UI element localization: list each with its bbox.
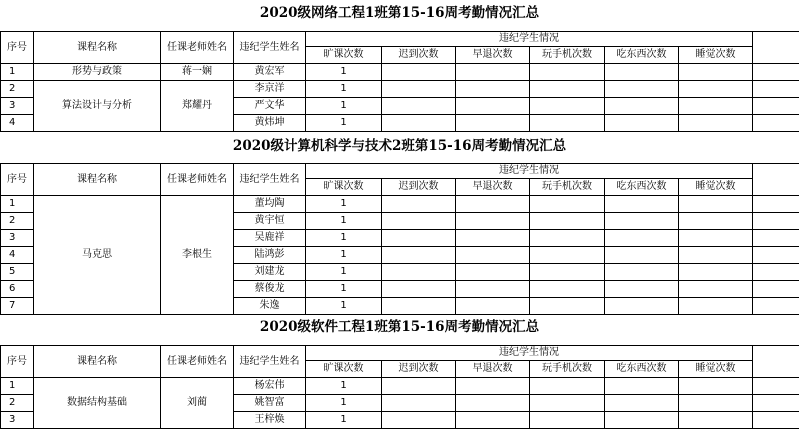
course-name: 数据结构基础 (34, 378, 161, 429)
student-name: 陆鸿彭 (234, 247, 306, 264)
count-early (456, 213, 530, 230)
count-sleep (679, 64, 753, 81)
count-late (382, 64, 456, 81)
student-name: 严文华 (234, 98, 306, 115)
count-early (456, 115, 530, 132)
count-early (456, 378, 530, 395)
header-late: 迟到次数 (382, 361, 456, 378)
count-eating (605, 115, 679, 132)
count-early (456, 395, 530, 412)
count-eating (605, 412, 679, 429)
count-absent: 1 (306, 395, 382, 412)
table-row (1, 64, 799, 81)
count-sleep (679, 213, 753, 230)
student-name: 李京洋 (234, 81, 306, 98)
header-violation-group: 违纪学生情况 (306, 32, 753, 47)
table-header-row (1, 164, 799, 179)
table-row (1, 378, 799, 395)
count-late (382, 196, 456, 213)
header-teacher: 任课老师姓名 (161, 346, 234, 378)
count-phone (530, 213, 605, 230)
student-name: 杨宏伟 (234, 378, 306, 395)
header-early: 早退次数 (456, 361, 530, 378)
header-phone: 玩手机次数 (530, 47, 605, 64)
header-sleep: 睡觉次数 (679, 361, 753, 378)
header-teacher: 任课老师姓名 (161, 32, 234, 64)
count-early (456, 264, 530, 281)
count-eating (605, 98, 679, 115)
count-phone (530, 115, 605, 132)
header-blank (753, 32, 799, 64)
row-blank (753, 264, 799, 281)
count-late (382, 412, 456, 429)
header-absent: 旷课次数 (306, 47, 382, 64)
section-title: 2020级计算机科学与技术2班第15-16周考勤情况汇总 (232, 138, 567, 154)
header-index: 序号 (1, 346, 34, 378)
count-eating (605, 81, 679, 98)
course-name: 马克思 (34, 196, 161, 315)
row-blank (753, 395, 799, 412)
count-eating (605, 395, 679, 412)
student-name: 刘建龙 (234, 264, 306, 281)
count-late (382, 247, 456, 264)
count-eating (605, 378, 679, 395)
count-absent: 1 (306, 115, 382, 132)
count-absent: 1 (306, 81, 382, 98)
attendance-table (0, 31, 799, 132)
student-name: 黄宇恒 (234, 213, 306, 230)
count-early (456, 247, 530, 264)
row-index: 6 (1, 281, 34, 298)
row-blank (753, 64, 799, 81)
teacher-name: 郑耀丹 (161, 81, 234, 132)
teacher-name: 刘蔺 (161, 378, 234, 429)
row-blank (753, 98, 799, 115)
count-late (382, 213, 456, 230)
count-eating (605, 64, 679, 81)
student-name: 黄宏军 (234, 64, 306, 81)
count-early (456, 64, 530, 81)
count-late (382, 115, 456, 132)
header-course: 课程名称 (34, 346, 161, 378)
header-eating: 吃东西次数 (605, 361, 679, 378)
row-index: 2 (1, 395, 34, 412)
header-early: 早退次数 (456, 47, 530, 64)
header-sleep: 睡觉次数 (679, 47, 753, 64)
student-name: 吴鹿祥 (234, 230, 306, 247)
count-sleep (679, 98, 753, 115)
attendance-table (0, 163, 799, 315)
count-absent: 1 (306, 298, 382, 315)
count-late (382, 281, 456, 298)
count-early (456, 298, 530, 315)
student-name: 蔡俊龙 (234, 281, 306, 298)
header-student: 违纪学生姓名 (234, 32, 306, 64)
row-index: 3 (1, 412, 34, 429)
course-name: 形势与政策 (34, 64, 161, 81)
count-late (382, 264, 456, 281)
teacher-name: 李根生 (161, 196, 234, 315)
count-early (456, 98, 530, 115)
count-absent: 1 (306, 247, 382, 264)
count-absent: 1 (306, 378, 382, 395)
count-late (382, 81, 456, 98)
count-phone (530, 81, 605, 98)
header-index: 序号 (1, 32, 34, 64)
row-index: 7 (1, 298, 34, 315)
count-absent: 1 (306, 281, 382, 298)
header-late: 迟到次数 (382, 47, 456, 64)
count-sleep (679, 298, 753, 315)
count-sleep (679, 230, 753, 247)
count-early (456, 81, 530, 98)
row-blank (753, 378, 799, 395)
count-eating (605, 264, 679, 281)
count-absent: 1 (306, 64, 382, 81)
header-late: 迟到次数 (382, 179, 456, 196)
header-sleep: 睡觉次数 (679, 179, 753, 196)
count-sleep (679, 81, 753, 98)
header-absent: 旷课次数 (306, 179, 382, 196)
course-name: 算法设计与分析 (34, 81, 161, 132)
table-header-row (1, 32, 799, 47)
row-blank (753, 81, 799, 98)
row-index: 1 (1, 378, 34, 395)
header-early: 早退次数 (456, 179, 530, 196)
row-index: 1 (1, 196, 34, 213)
count-late (382, 378, 456, 395)
count-phone (530, 298, 605, 315)
count-phone (530, 281, 605, 298)
count-sleep (679, 115, 753, 132)
count-phone (530, 247, 605, 264)
section-title: 2020级网络工程1班第15-16周考勤情况汇总 (259, 5, 540, 21)
row-blank (753, 247, 799, 264)
row-index: 3 (1, 230, 34, 247)
header-eating: 吃东西次数 (605, 47, 679, 64)
count-sleep (679, 378, 753, 395)
count-absent: 1 (306, 98, 382, 115)
row-blank (753, 281, 799, 298)
row-index: 2 (1, 81, 34, 98)
table-header-row (1, 346, 799, 361)
student-name: 姚智富 (234, 395, 306, 412)
count-early (456, 196, 530, 213)
row-index: 1 (1, 64, 34, 81)
header-phone: 玩手机次数 (530, 179, 605, 196)
row-index: 2 (1, 213, 34, 230)
header-course: 课程名称 (34, 164, 161, 196)
count-phone (530, 378, 605, 395)
student-name: 王梓焕 (234, 412, 306, 429)
count-eating (605, 230, 679, 247)
row-index: 3 (1, 98, 34, 115)
count-absent: 1 (306, 213, 382, 230)
count-eating (605, 247, 679, 264)
count-late (382, 98, 456, 115)
attendance-table (0, 345, 799, 429)
row-blank (753, 298, 799, 315)
header-blank (753, 346, 799, 378)
header-teacher: 任课老师姓名 (161, 164, 234, 196)
count-phone (530, 395, 605, 412)
count-phone (530, 64, 605, 81)
count-sleep (679, 264, 753, 281)
student-name: 董均陶 (234, 196, 306, 213)
count-eating (605, 281, 679, 298)
count-sleep (679, 281, 753, 298)
header-student: 违纪学生姓名 (234, 346, 306, 378)
count-sleep (679, 412, 753, 429)
count-late (382, 395, 456, 412)
row-blank (753, 196, 799, 213)
row-blank (753, 213, 799, 230)
count-late (382, 230, 456, 247)
section-title: 2020级软件工程1班第15-16周考勤情况汇总 (259, 319, 540, 335)
count-sleep (679, 395, 753, 412)
teacher-name: 蒋一娴 (161, 64, 234, 81)
count-absent: 1 (306, 230, 382, 247)
row-index: 4 (1, 115, 34, 132)
header-phone: 玩手机次数 (530, 361, 605, 378)
count-phone (530, 196, 605, 213)
count-absent: 1 (306, 264, 382, 281)
count-absent: 1 (306, 412, 382, 429)
count-phone (530, 98, 605, 115)
count-eating (605, 298, 679, 315)
header-blank (753, 164, 799, 196)
count-early (456, 412, 530, 429)
count-absent: 1 (306, 196, 382, 213)
count-eating (605, 213, 679, 230)
header-violation-group: 违纪学生情况 (306, 164, 753, 179)
row-blank (753, 115, 799, 132)
student-name: 黄炜坤 (234, 115, 306, 132)
count-phone (530, 264, 605, 281)
row-blank (753, 230, 799, 247)
table-row (1, 81, 799, 98)
header-eating: 吃东西次数 (605, 179, 679, 196)
count-late (382, 298, 456, 315)
count-phone (530, 230, 605, 247)
count-early (456, 230, 530, 247)
count-early (456, 281, 530, 298)
count-phone (530, 412, 605, 429)
count-sleep (679, 196, 753, 213)
header-index: 序号 (1, 164, 34, 196)
header-absent: 旷课次数 (306, 361, 382, 378)
count-eating (605, 196, 679, 213)
table-row (1, 196, 799, 213)
header-violation-group: 违纪学生情况 (306, 346, 753, 361)
header-student: 违纪学生姓名 (234, 164, 306, 196)
student-name: 朱逸 (234, 298, 306, 315)
row-index: 4 (1, 247, 34, 264)
count-sleep (679, 247, 753, 264)
row-blank (753, 412, 799, 429)
row-index: 5 (1, 264, 34, 281)
header-course: 课程名称 (34, 32, 161, 64)
